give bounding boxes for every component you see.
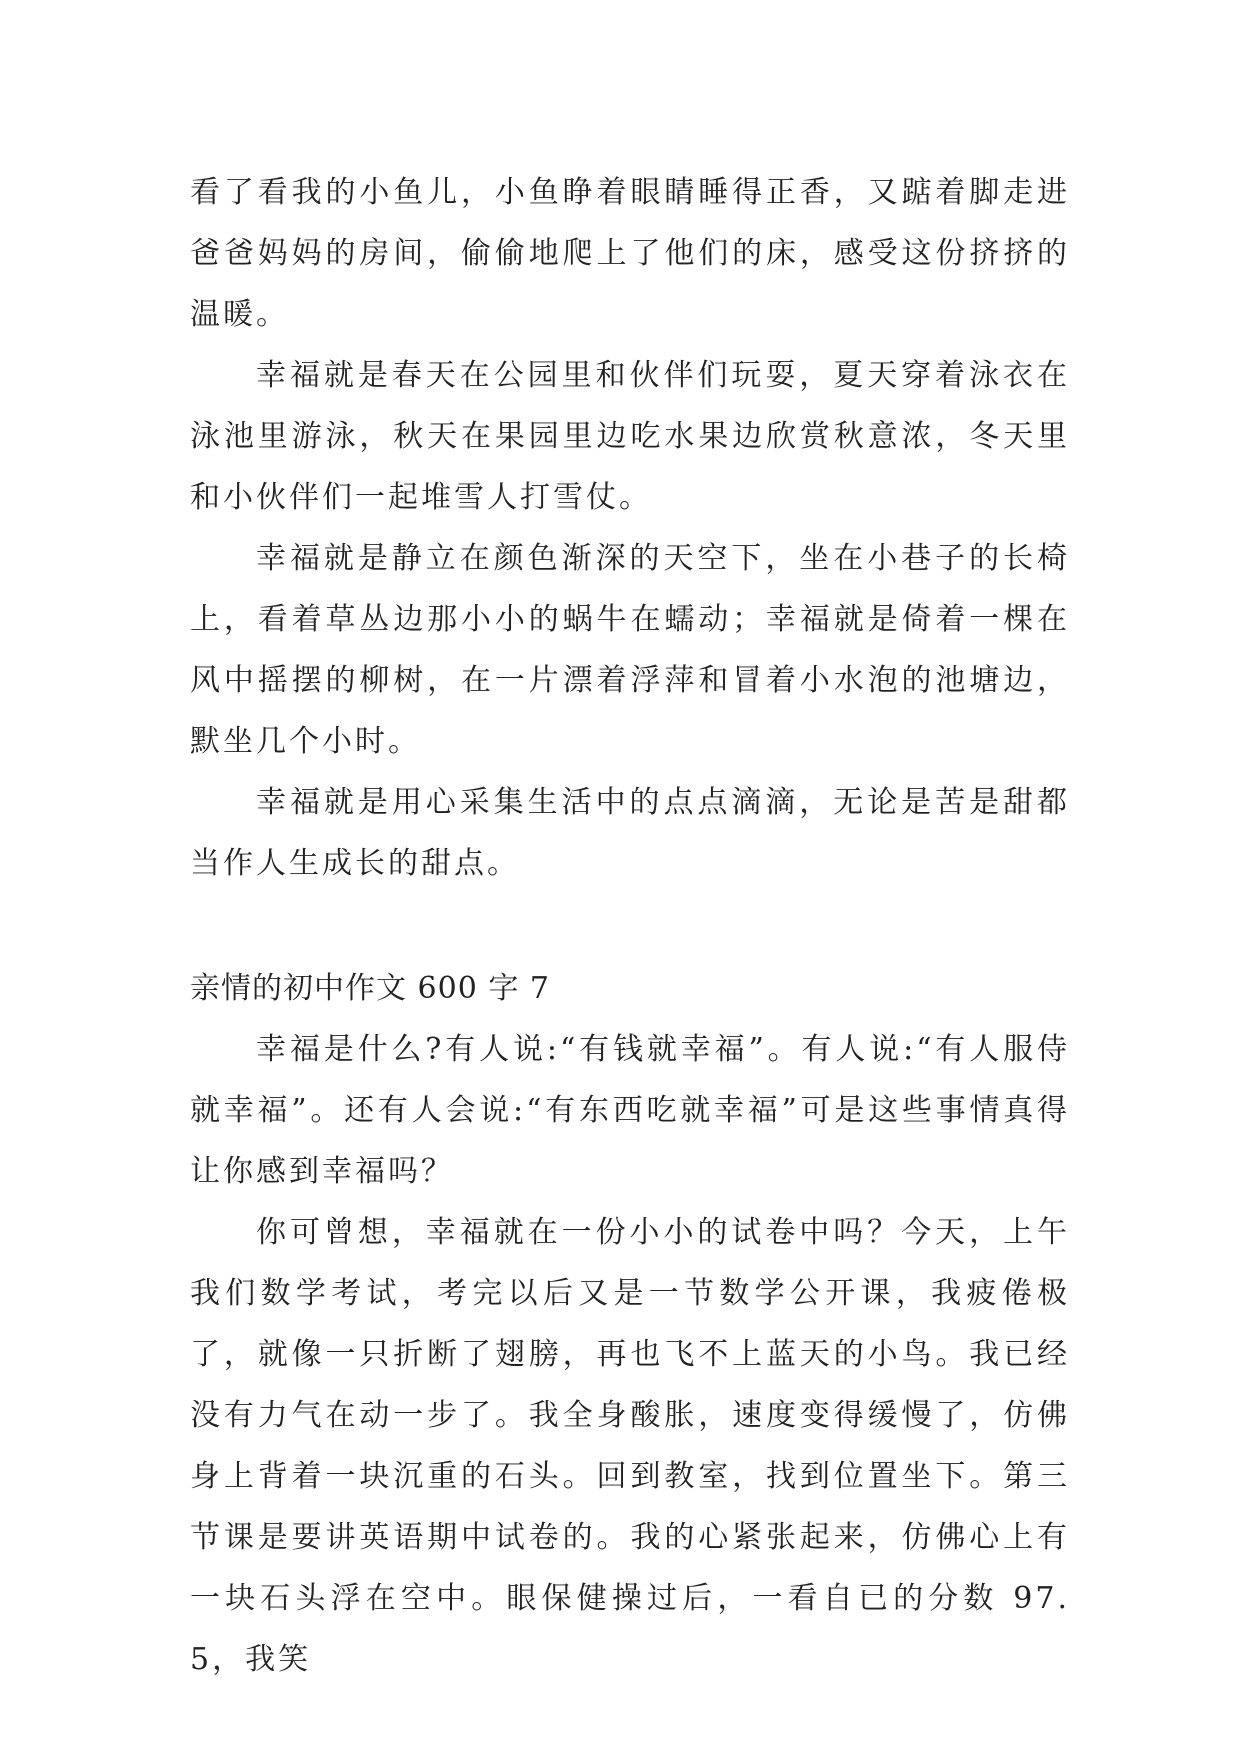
paragraph-continuation: 看了看我的小鱼儿，小鱼睁着眼睛睡得正香，又踮着脚走进爸爸妈妈的房间，偷偷地爬上了他们的床，感受这份挤挤的温暖。: [190, 175, 1070, 332]
section-title: 亲情的初中作文 600 字 7: [190, 971, 550, 1006]
paragraph-exam: 你可曾想，幸福就在一份小小的试卷中吗？今天，上午我们数学考试，考完以后又是一节数学公开课，我疲倦极了，就像一只折断了翅膀，再也飞不上蓝天的小鸟。我已经没有力气在动一步了。我全身酸胀，速度变得缓慢了，仿佛身上背着一块沉重的石头。回到教室，找到位置坐下。第三节课是要讲英语期中试卷的。我的心紧张起来，仿佛心上有一块石头浮在空中。眼保健操过后，一看自已的分数 97.5，我笑: [190, 1215, 1070, 1677]
paragraph-life: 幸福就是用心采集生活中的点点滴滴，无论是苦是甜都当作人生成长的甜点。: [190, 785, 1070, 881]
paragraph-seasons: 幸福就是春天在公园里和伙伴们玩耍，夏天穿着泳衣在泳池里游泳，秋天在果园里边吃水果边欣赏秋意浓，冬天里和小伙伴们一起堆雪人打雪仗。: [190, 358, 1070, 515]
document-body: [190, 162, 1070, 1690]
paragraph-question: 幸福是什么?有人说:“有钱就幸福”。有人说:“有人服侍就幸福”。还有人会说:“有东西吃就幸福”可是这些事情真得让你感到幸福吗？: [190, 1032, 1070, 1189]
paragraph-sky: 幸福就是静立在颜色渐深的天空下，坐在小巷子的长椅上，看着草丛边那小小的蜗牛在蠕动；幸福就是倚着一棵在风中摇摆的柳树，在一片漂着浮萍和冒着小水泡的池塘边，默坐几个小时。: [190, 541, 1070, 759]
